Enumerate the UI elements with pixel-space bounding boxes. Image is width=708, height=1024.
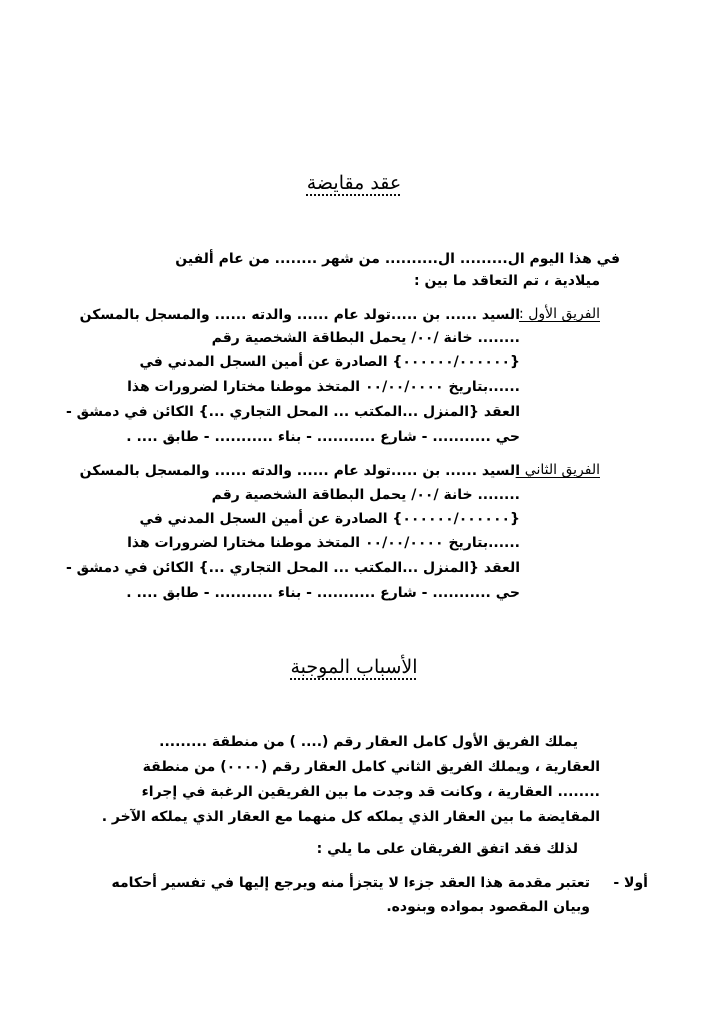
reasons-line: المقايضة ما بين العقار الذي يملكه كل منهما مع العقار الذي يملكه الآخر . [101, 809, 600, 825]
document-title: عقد مقايضة [306, 172, 402, 194]
party1-line: {٠٠٠٠٠٠/٠٠٠٠٠٠} الصادرة عن أمين السجل المدني في [139, 354, 520, 370]
reasons-title: الأسباب الموجبة [290, 656, 418, 678]
clause-1-line: تعتبر مقدمة هذا العقد جزءا لا يتجزأ منه ويرجع إليها في تفسير أحكامه [111, 875, 590, 891]
party2-label: الفريق الثاني : [515, 462, 600, 478]
clause-1-line: وبيان المقصود بمواده وبنوده. [386, 899, 590, 915]
intro-line-2: ميلادية ، تم التعاقد ما بين : [413, 273, 600, 289]
party1-line: العقد {المنزل ...المكتب ... المحل التجاري ...} الكائن في دمشق - [66, 404, 520, 420]
clause-1-number: أولا - [613, 875, 648, 891]
party1-label: الفريق الأول : [519, 306, 600, 322]
party1-line: السيد ...... بن .....تولد عام ...... والدته ...... والمسجل بالمسكن [79, 307, 520, 323]
party1-line: ........ خانة /٠٠/ يحمل البطاقة الشخصية رقم [211, 330, 520, 346]
party2-line: ......بتاريخ ٠٠/٠٠/٠٠٠٠ المتخذ موطنا مختارا لضرورات هذا [127, 535, 520, 551]
party2-line: السيد ...... بن .....تولد عام ...... والدته ...... والمسجل بالمسكن [79, 463, 520, 479]
party2-line: حي ........... - شارع ........... - بناء ........... - طابق .... . [126, 585, 520, 601]
party2-line: ........ خانة /٠٠/ يحمل البطاقة الشخصية رقم [211, 487, 520, 503]
party1-line: حي ........... - شارع ........... - بناء ........... - طابق .... . [126, 429, 520, 445]
party2-line: {٠٠٠٠٠٠/٠٠٠٠٠٠} الصادرة عن أمين السجل المدني في [139, 511, 520, 527]
intro-line-1: في هذا اليوم ال......... ال.......... من شهر ........ من عام ألفين [175, 251, 620, 267]
reasons-line: ........ العقارية ، وكانت قد وجدت ما بين الفريقين الرغبة في إجراء [141, 784, 600, 800]
reasons-line: يملك الفريق الأول كامل العقار رقم (.... ) من منطقة ......... [159, 734, 578, 750]
party2-line: العقد {المنزل ...المكتب ... المحل التجاري ...} الكائن في دمشق - [66, 560, 520, 576]
party1-line: ......بتاريخ ٠٠/٠٠/٠٠٠٠ المتخذ موطنا مختارا لضرورات هذا [127, 379, 520, 395]
reasons-line: العقارية ، ويملك الفريق الثاني كامل العقار رقم (٠٠٠٠) من منطقة [142, 759, 600, 775]
agreed-line: لذلك فقد اتفق الفريقان على ما يلي : [316, 841, 578, 857]
